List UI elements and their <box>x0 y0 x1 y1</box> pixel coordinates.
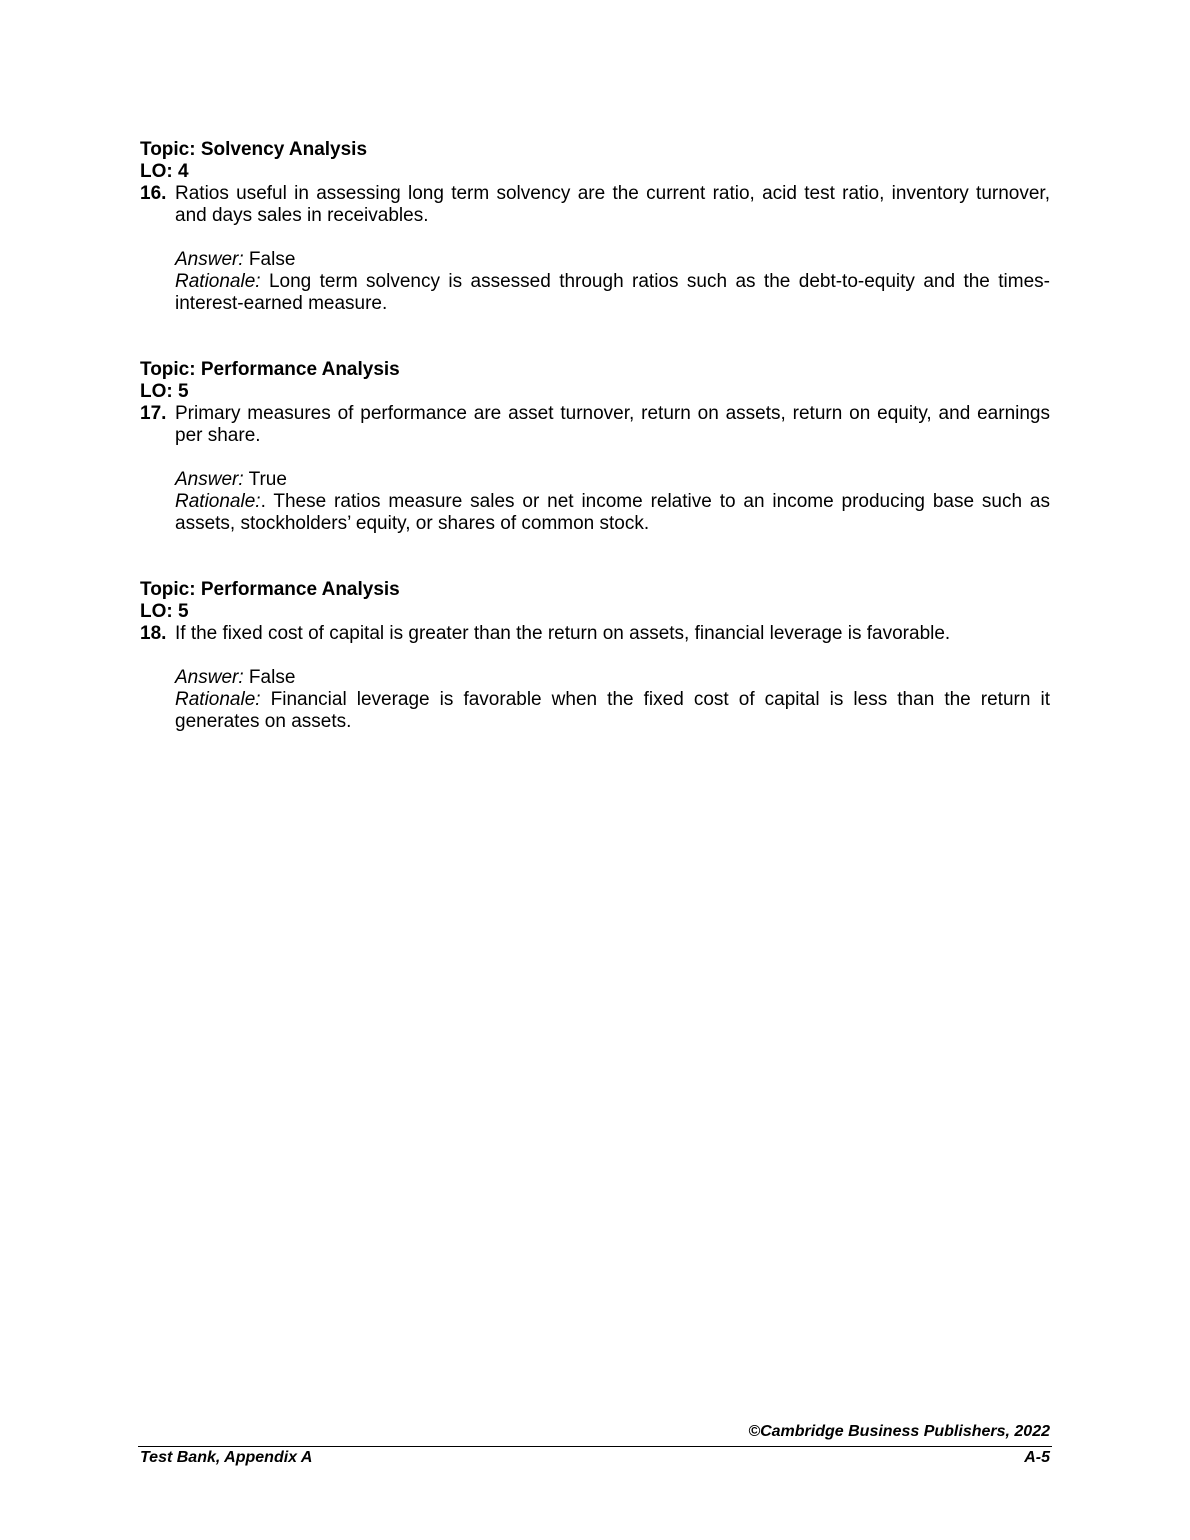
question-17 <box>140 359 1050 535</box>
learning-objective: LO: 5 <box>140 381 189 402</box>
learning-objective: LO: 5 <box>140 601 189 622</box>
answer-block <box>175 249 1050 315</box>
footer-book-title: Test Bank, Appendix A <box>140 1449 313 1466</box>
answer-label: Answer: <box>175 249 244 270</box>
rationale-line <box>175 689 1050 733</box>
footer-row <box>138 1447 1052 1469</box>
question-row <box>140 183 1050 227</box>
rationale-label: Rationale: <box>175 689 261 710</box>
question-18 <box>140 579 1050 733</box>
answer-line <box>175 667 1050 689</box>
question-number: 17. <box>140 403 167 424</box>
question-16 <box>140 139 1050 315</box>
answer-value: False <box>243 667 296 688</box>
rationale-label: Rationale: <box>175 271 261 292</box>
topic-heading: Topic: Solvency Analysis <box>140 139 368 160</box>
question-text: If the fixed cost of capital is greater than the return on assets, financial leverage is favorable. <box>175 623 951 644</box>
rationale-text: . These ratios measure sales or net income relative to an income producing base such as assets, stockholders’ equity, or shares of common stock. <box>175 491 1050 534</box>
question-row <box>140 403 1050 447</box>
page-footer <box>138 1421 1052 1469</box>
rationale-label: Rationale: <box>175 491 261 512</box>
page-number: A-5 <box>1024 1449 1050 1466</box>
answer-value: False <box>243 249 296 270</box>
rationale-line <box>175 271 1050 315</box>
topic-heading: Topic: Performance Analysis <box>140 359 400 380</box>
answer-label: Answer: <box>175 667 244 688</box>
answer-block <box>175 667 1050 733</box>
answer-block <box>175 469 1050 535</box>
question-row <box>140 623 1050 645</box>
answer-line <box>175 469 1050 491</box>
copyright-notice: ©Cambridge Business Publishers, 2022 <box>748 1423 1050 1440</box>
learning-objective: LO: 4 <box>140 161 189 182</box>
rationale-text: Financial leverage is favorable when the fixed cost of capital is less than the return it generates on assets. <box>175 689 1050 732</box>
question-number: 18. <box>140 623 167 644</box>
rationale-text: Long term solvency is assessed through ratios such as the debt-to-equity and the times-interest-earned measure. <box>175 271 1050 314</box>
answer-value: True <box>243 469 287 490</box>
answer-label: Answer: <box>175 469 244 490</box>
question-text: Primary measures of performance are asset turnover, return on assets, return on equity, and earnings per share. <box>175 403 1050 446</box>
question-number: 16. <box>140 183 167 204</box>
question-text: Ratios useful in assessing long term solvency are the current ratio, acid test ratio, inventory turnover, and days sales in receivables. <box>175 183 1050 226</box>
answer-line <box>175 249 1050 271</box>
rationale-line <box>175 491 1050 535</box>
topic-heading: Topic: Performance Analysis <box>140 579 400 600</box>
document-page <box>140 139 1050 777</box>
